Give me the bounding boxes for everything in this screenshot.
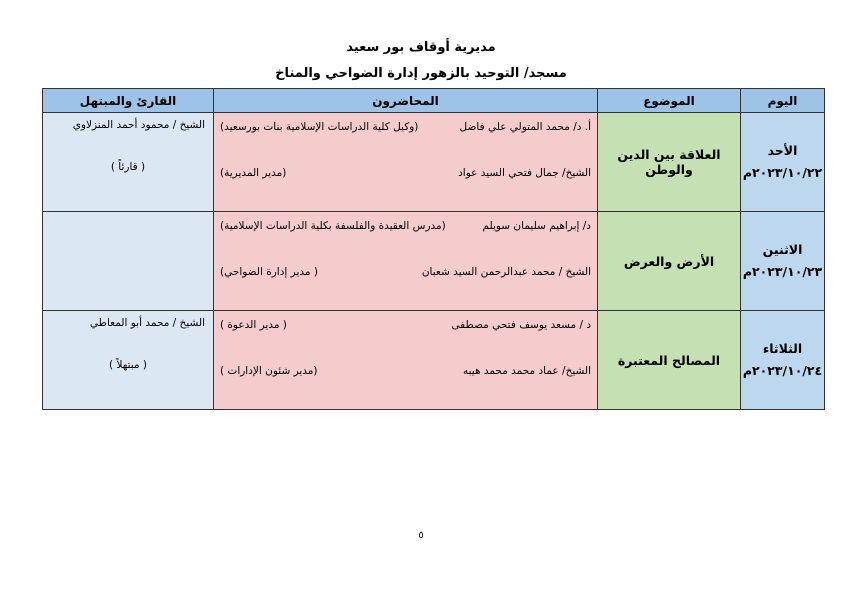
- reader-role: ( قارئاً ): [110, 161, 146, 173]
- column-header-day: اليوم: [741, 89, 825, 113]
- lecturer-role: (وكيل كلية الدراسات الإسلامية بنات بورسعيد): [220, 121, 419, 133]
- reader-cell: [43, 212, 214, 311]
- reader-cell: [43, 113, 214, 212]
- reader-role: ( مبتهلاً ): [109, 359, 147, 371]
- lecturer-line: [214, 119, 597, 135]
- lecturers-cell: [214, 311, 598, 410]
- lecturer-role: ( مدير إدارة الضواحي): [220, 266, 318, 278]
- day-name: الثلاثاء: [762, 341, 803, 356]
- reader-name: الشيخ / محمود أحمد المنزلاوي: [72, 119, 205, 131]
- schedule-table: [42, 88, 825, 410]
- topic-cell: الأرض والعرض: [598, 212, 741, 311]
- lecturer-role: (مدير المديرية): [220, 167, 287, 179]
- day-cell: [741, 212, 825, 311]
- table-row: [43, 113, 825, 212]
- topic-cell: المصالح المعتبرة: [598, 311, 741, 410]
- document-subtitle: مسجد/ التوحيد بالزهور إدارة الضواحي والمناخ: [275, 66, 567, 81]
- day-date: ٢٠٢٣/١٠/٢٢م: [742, 165, 823, 180]
- table-row: [43, 311, 825, 410]
- day-name: الأحد: [767, 143, 798, 158]
- lecturer-line: [214, 165, 597, 181]
- reader-cell: [43, 311, 214, 410]
- day-date: ٢٠٢٣/١٠/٢٣م: [742, 264, 823, 279]
- lecturers-cell: [214, 113, 598, 212]
- day-name: الاثنين: [762, 242, 803, 257]
- lecturers-cell: [214, 212, 598, 311]
- lecturer-name: أ. د/ محمد المتولي علي فاضل: [459, 121, 591, 133]
- document-title: مديرية أوقاف بور سعيد: [346, 40, 496, 55]
- lecturer-role: ( مدير الدعوة ): [220, 319, 287, 331]
- lecturer-role: (مدير شئون الإدارات ): [220, 365, 318, 377]
- day-date: ٢٠٢٣/١٠/٢٤م: [742, 363, 823, 378]
- column-header-topic: الموضوع: [598, 89, 741, 113]
- lecturer-name: الشيخ / محمد عبدالرحمن السيد شعبان: [421, 266, 591, 278]
- lecturer-name: د / مسعد يوسف فتحي مصطفى: [451, 319, 591, 331]
- lecturer-line: [214, 264, 597, 280]
- lecturer-line: [214, 218, 597, 234]
- column-header-reader: القارئ والمبتهل: [43, 89, 214, 113]
- topic-cell: العلاقة بين الدين والوطن: [598, 113, 741, 212]
- lecturer-name: الشيخ/ جمال فتحي السيد عواد: [458, 167, 591, 179]
- lecturer-role: (مدرس العقيدة والفلسفة بكلية الدراسات الإسلامية): [220, 220, 446, 232]
- lecturer-line: [214, 317, 597, 333]
- table-header-row: [43, 89, 825, 113]
- column-header-lecturers: المحاضرون: [214, 89, 598, 113]
- day-cell: [741, 113, 825, 212]
- day-cell: [741, 311, 825, 410]
- page-number: ٥: [418, 530, 424, 541]
- lecturer-name: الشيخ/ عماد محمد محمد هيبه: [463, 365, 591, 377]
- reader-name: الشيخ / محمد أبو المعاطي: [89, 317, 205, 329]
- table-row: [43, 212, 825, 311]
- lecturer-name: د/ إبراهيم سليمان سويلم: [482, 220, 591, 232]
- lecturer-line: [214, 363, 597, 379]
